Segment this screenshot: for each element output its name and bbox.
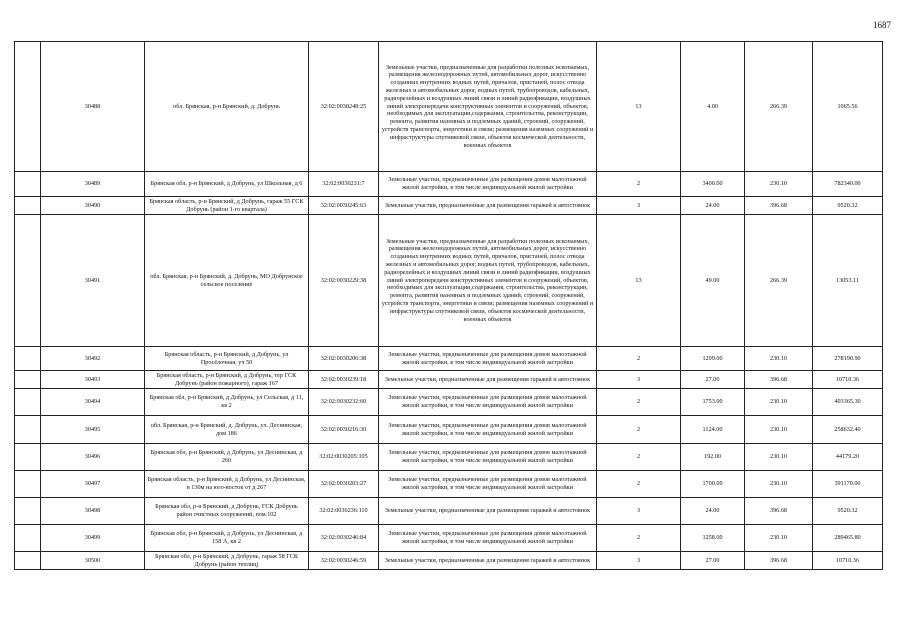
group-cell: 3 <box>597 371 681 389</box>
group-cell: 2 <box>597 471 681 498</box>
cadastral-value-cell: 9520.32 <box>813 498 883 525</box>
row-number: 30490 <box>41 197 145 215</box>
table-row <box>15 471 883 498</box>
address-cell: Брянская обл, р-н Брянский, д Добрунь, ул Деснинская, д 260 <box>145 444 309 471</box>
group-cell: 2 <box>597 172 681 197</box>
cadastral-value-table <box>14 41 883 570</box>
land-purpose-cell: Земельные участки, предназначенные для размещения домов малоэтажной жилой застройки, в том числе индивидуальной жилой застройки <box>379 471 597 498</box>
specific-value-cell: 396.68 <box>745 498 813 525</box>
row-marker-cell <box>15 172 41 197</box>
specific-value-cell: 230.10 <box>745 172 813 197</box>
address-cell: обл. Брянская, р-н Брянский, д. Добрунь, МО Добрунское сельское поселение <box>145 215 309 347</box>
cadastral-number-cell: 32:02:0030229:38 <box>309 215 379 347</box>
area-cell: 3400.00 <box>681 172 745 197</box>
land-purpose-cell: Земельные участки, предназначенные для разработки полезных ископаемых, размещения железнодорожных путей, автомобильных дорог, искусственно созданных внутренних водных путей, причалов, пристаней, полос отвода железных и автомобильных дорог, водных путей, трубопроводов, кабельных, радиорелейных и воздушных линий связи и линий радиофикации, воздушных линий электропередачи конструктивных элементов и сооружений, объектов, необходимых для эксплуатации,содержания, строительства, реконструкции, ремонта, развития наземных и подземных зданий, строений, сооружений, устройств транспорта, энергетики и связи; размещения наземных сооружений и инфраструктуры спутниковой связи, объектов космической деятельности, военных объектов <box>379 42 597 172</box>
address-cell: Брянская обл, р-н Брянский, д Добрунь, ГСК Добрунь район очистных сооружений, пом.102 <box>145 498 309 525</box>
row-number: 30497 <box>41 471 145 498</box>
cadastral-value-cell: 289465.80 <box>813 525 883 552</box>
cadastral-number-cell: 32:02:0030239:18 <box>309 371 379 389</box>
address-cell: обл. Брянская, р-н Брянский, д. Добрунь <box>145 42 309 172</box>
table-row <box>15 389 883 416</box>
land-purpose-cell: Земельные участки, предназначенные для размещения домов малоэтажной жилой застройки, в том числе индивидуальной жилой застройки <box>379 389 597 416</box>
group-cell: 2 <box>597 525 681 552</box>
cadastral-value-cell: 9520.32 <box>813 197 883 215</box>
table-row <box>15 172 883 197</box>
group-cell: 3 <box>597 197 681 215</box>
address-cell: Брянская обл, р-н Брянский, д Добрунь, ул Школьная, д 6 <box>145 172 309 197</box>
cadastral-number-cell: 32:02:0030246:84 <box>309 525 379 552</box>
row-marker-cell <box>15 347 41 371</box>
area-cell: 24.00 <box>681 498 745 525</box>
row-number: 30495 <box>41 416 145 444</box>
cadastral-number-cell: 32:02:0030216:30 <box>309 416 379 444</box>
table-row <box>15 347 883 371</box>
row-marker-cell <box>15 525 41 552</box>
area-cell: 1209.00 <box>681 347 745 371</box>
specific-value-cell: 230.10 <box>745 347 813 371</box>
land-purpose-cell: Земельные участки, предназначенные для размещения гаражей и автостоянок <box>379 498 597 525</box>
table-row <box>15 525 883 552</box>
area-cell: 192.00 <box>681 444 745 471</box>
cadastral-value-cell: 278190.90 <box>813 347 883 371</box>
row-number: 30488 <box>41 42 145 172</box>
group-cell: 2 <box>597 416 681 444</box>
row-number: 30493 <box>41 371 145 389</box>
land-purpose-cell: Земельные участки, предназначенные для разработки полезных ископаемых, размещения железнодорожных путей, автомобильных дорог, искусственно созданных внутренних водных путей, причалов, пристаней, полос отвода железных и автомобильных дорог, водных путей, трубопроводов, кабельных, радиорелейных и воздушных линий связи и линий радиофикации, воздушных линий электропередачи конструктивных элементов и сооружений, объектов, необходимых для эксплуатации,содержания, строительства, реконструкции, ремонта, развития наземных и подземных зданий, строений, сооружений, устройств транспорта, энергетики и связи; размещения наземных сооружений и инфраструктуры спутниковой связи, объектов космической деятельности, военных объектов <box>379 215 597 347</box>
address-cell: Брянская область, р-н Брянский, д Добрунь, тер ГСК Добрунь (район пожарного), гараж 167 <box>145 371 309 389</box>
cadastral-number-cell: 32:02:0030245:63 <box>309 197 379 215</box>
row-number: 30489 <box>41 172 145 197</box>
cadastral-number-cell: 32:02:0030232:60 <box>309 389 379 416</box>
group-cell: 3 <box>597 498 681 525</box>
cadastral-value-cell: 13053.11 <box>813 215 883 347</box>
address-cell: Брянская обл, р-н Брянский, д Добрунь, ул Сельская, д 11, кв 2 <box>145 389 309 416</box>
group-cell: 3 <box>597 552 681 570</box>
land-purpose-cell: Земельные участки, предназначенные для размещения домов малоэтажной жилой застройки, в том числе индивидуальной жилой застройки <box>379 347 597 371</box>
area-cell: 27.00 <box>681 552 745 570</box>
address-cell: Брянская область, р-н Брянский, д Добрунь, ул Просёлочная, уч 50 <box>145 347 309 371</box>
land-purpose-cell: Земельные участки, предназначенные для размещения домов малоэтажной жилой застройки, в том числе индивидуальной жилой застройки <box>379 525 597 552</box>
specific-value-cell: 396.68 <box>745 371 813 389</box>
row-marker-cell <box>15 371 41 389</box>
cadastral-value-cell: 258632.40 <box>813 416 883 444</box>
specific-value-cell: 230.10 <box>745 444 813 471</box>
row-number: 30491 <box>41 215 145 347</box>
row-number: 30494 <box>41 389 145 416</box>
table-row <box>15 444 883 471</box>
row-marker-cell <box>15 471 41 498</box>
row-marker-cell <box>15 215 41 347</box>
specific-value-cell: 396.68 <box>745 552 813 570</box>
area-cell: 1124.00 <box>681 416 745 444</box>
group-cell: 13 <box>597 215 681 347</box>
specific-value-cell: 230.10 <box>745 416 813 444</box>
cadastral-value-cell: 10710.36 <box>813 552 883 570</box>
group-cell: 13 <box>597 42 681 172</box>
row-marker-cell <box>15 42 41 172</box>
row-marker-cell <box>15 389 41 416</box>
specific-value-cell: 266.39 <box>745 42 813 172</box>
area-cell: 27.00 <box>681 371 745 389</box>
cadastral-value-cell: 1065.56 <box>813 42 883 172</box>
row-number: 30492 <box>41 347 145 371</box>
cadastral-value-cell: 782340.00 <box>813 172 883 197</box>
area-cell: 4.00 <box>681 42 745 172</box>
land-purpose-cell: Земельные участки, предназначенные для размещения гаражей и автостоянок <box>379 371 597 389</box>
specific-value-cell: 230.10 <box>745 471 813 498</box>
page-number: 1687 <box>873 20 891 30</box>
row-marker-cell <box>15 197 41 215</box>
area-cell: 1700.00 <box>681 471 745 498</box>
cadastral-value-cell: 44179.20 <box>813 444 883 471</box>
group-cell: 2 <box>597 389 681 416</box>
cadastral-number-cell: 32:02:0030248:25 <box>309 42 379 172</box>
table-row <box>15 416 883 444</box>
row-marker-cell <box>15 498 41 525</box>
group-cell: 2 <box>597 444 681 471</box>
cadastral-value-cell: 10710.36 <box>813 371 883 389</box>
area-cell: 49.00 <box>681 215 745 347</box>
land-purpose-cell: Земельные участки, предназначенные для размещения домов малоэтажной жилой застройки, в том числе индивидуальной жилой застройки <box>379 172 597 197</box>
land-purpose-cell: Земельные участки, предназначенные для размещения домов малоэтажной жилой застройки, в том числе индивидуальной жилой застройки <box>379 444 597 471</box>
address-cell: Брянская обл, р-н Брянский, д Добрунь, гараж 58 ГСК Добрунь (район теплиц) <box>145 552 309 570</box>
table-row <box>15 42 883 172</box>
row-number: 30500 <box>41 552 145 570</box>
cadastral-value-cell: 403365.30 <box>813 389 883 416</box>
table-row <box>15 552 883 570</box>
area-cell: 1258.00 <box>681 525 745 552</box>
land-purpose-cell: Земельные участки, предназначенные для размещения гаражей и автостоянок <box>379 552 597 570</box>
table-row <box>15 197 883 215</box>
land-purpose-cell: Земельные участки, предназначенные для размещения домов малоэтажной жилой застройки, в том числе индивидуальной жилой застройки <box>379 416 597 444</box>
cadastral-value-cell: 391170.00 <box>813 471 883 498</box>
group-cell: 2 <box>597 347 681 371</box>
specific-value-cell: 396.68 <box>745 197 813 215</box>
row-marker-cell <box>15 444 41 471</box>
address-cell: Брянская область, р-н Брянский, д Добрунь, ул Деснинская, в 130м на юго-восток от д 267 <box>145 471 309 498</box>
specific-value-cell: 266.39 <box>745 215 813 347</box>
specific-value-cell: 230.10 <box>745 525 813 552</box>
cadastral-number-cell: 32:02:0030236:110 <box>309 498 379 525</box>
address-cell: обл. Брянская, р-н Брянский, д. Добрунь, ул. Деснинская, дом 186 <box>145 416 309 444</box>
table-row <box>15 498 883 525</box>
address-cell: Брянская обл, р-н Брянский, д Добрунь, ул Деснинская, д 158 А, кв 2 <box>145 525 309 552</box>
row-number: 30496 <box>41 444 145 471</box>
cadastral-number-cell: 32:02:0030231:7 <box>309 172 379 197</box>
row-number: 30499 <box>41 525 145 552</box>
land-purpose-cell: Земельные участки, предназначенные для размещения гаражей и автостоянок <box>379 197 597 215</box>
specific-value-cell: 230.10 <box>745 389 813 416</box>
cadastral-number-cell: 32:02:0030246:59 <box>309 552 379 570</box>
row-number: 30498 <box>41 498 145 525</box>
address-cell: Брянская область, р-н Брянский, д Добрунь, гараж 55 ГСК Добрунь (район 1-го квартала) <box>145 197 309 215</box>
cadastral-number-cell: 32:02:0030205:105 <box>309 444 379 471</box>
area-cell: 24.00 <box>681 197 745 215</box>
area-cell: 1753.00 <box>681 389 745 416</box>
row-marker-cell <box>15 416 41 444</box>
cadastral-number-cell: 32:02:0030206:38 <box>309 347 379 371</box>
table-row <box>15 215 883 347</box>
table-row <box>15 371 883 389</box>
row-marker-cell <box>15 552 41 570</box>
cadastral-number-cell: 32:02:0030203:27 <box>309 471 379 498</box>
